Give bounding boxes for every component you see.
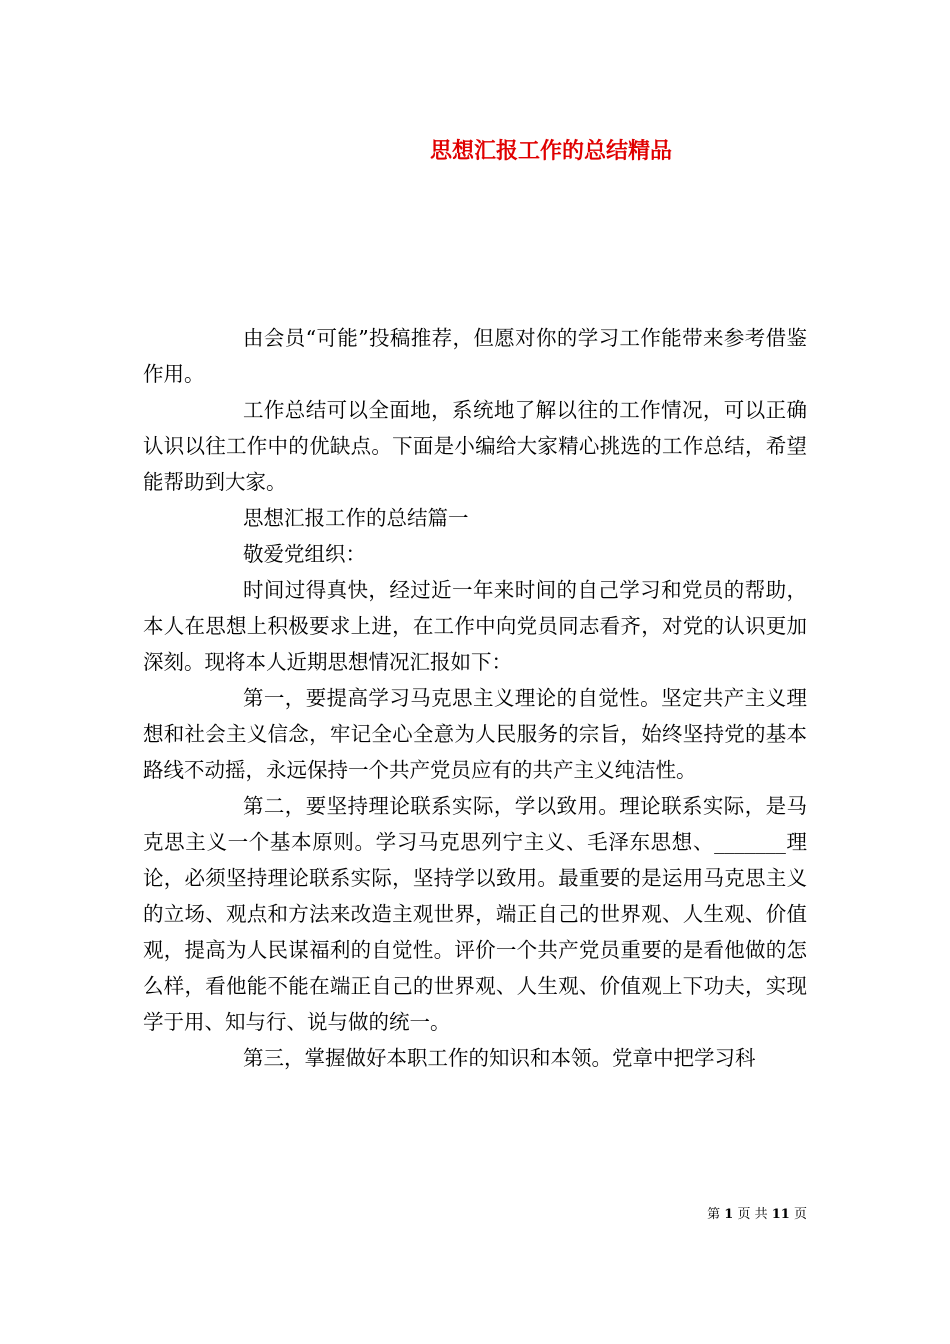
paragraph-intro: 由会员“可能”投稿推荐，但愿对你的学习工作能带来参考借鉴作用。 (143, 326, 807, 386)
section-heading: 思想汇报工作的总结篇一 (243, 506, 469, 530)
footer-page-number: 1 (724, 1207, 734, 1222)
document-title: 思想汇报工作的总结精品 (430, 138, 673, 164)
paragraph-first-point: 第一，要提高学习马克思主义理论的自觉性。坚定共产主义理想和社会主义信念，牢记全心全意为人民服务的宗旨，始终坚持党的基本路线不动摇，永远保持一个共产党员应有的共产主义纯洁性。 (143, 686, 807, 782)
paragraph-third-point: 第三，掌握做好本职工作的知识和本领。党章中把学习科 (243, 1046, 756, 1070)
document-body (143, 320, 807, 1076)
footer-total-pages: 11 (771, 1207, 790, 1222)
footer-prefix: 第 (707, 1207, 721, 1222)
page-number-footer (707, 1203, 807, 1222)
paragraph-second-point: 第二，要坚持理论联系实际，学以致用。理论联系实际，是马克思主义一个基本原则。学习马克思列宁主义、毛泽东思想、_______理论，必须坚持理论联系实际，坚持学以致用。最重要的是运用马克思主义的立场、观点和方法来改造主观世界，端正自己的世界观、人生观、价值观，提高为人民谋福利的自觉性。评价一个共产党员重要的是看他做的怎么样，看他能不能在端正自己的世界观、人生观、价值观上下功夫，实现学于用、知与行、说与做的统一。 (143, 794, 807, 1034)
salutation: 敬爱党组织： (243, 542, 366, 566)
paragraph-summary: 工作总结可以全面地，系统地了解以往的工作情况，可以正确认识以往工作中的优缺点。下面是小编给大家精心挑选的工作总结，希望能帮助到大家。 (143, 398, 807, 494)
footer-suffix: 页 (793, 1207, 807, 1222)
footer-middle: 页 共 (737, 1207, 768, 1222)
paragraph-report: 时间过得真快，经过近一年来时间的自己学习和党员的帮助，本人在思想上积极要求上进，在工作中向党员同志看齐，对党的认识更加深刻。现将本人近期思想情况汇报如下： (143, 578, 807, 674)
